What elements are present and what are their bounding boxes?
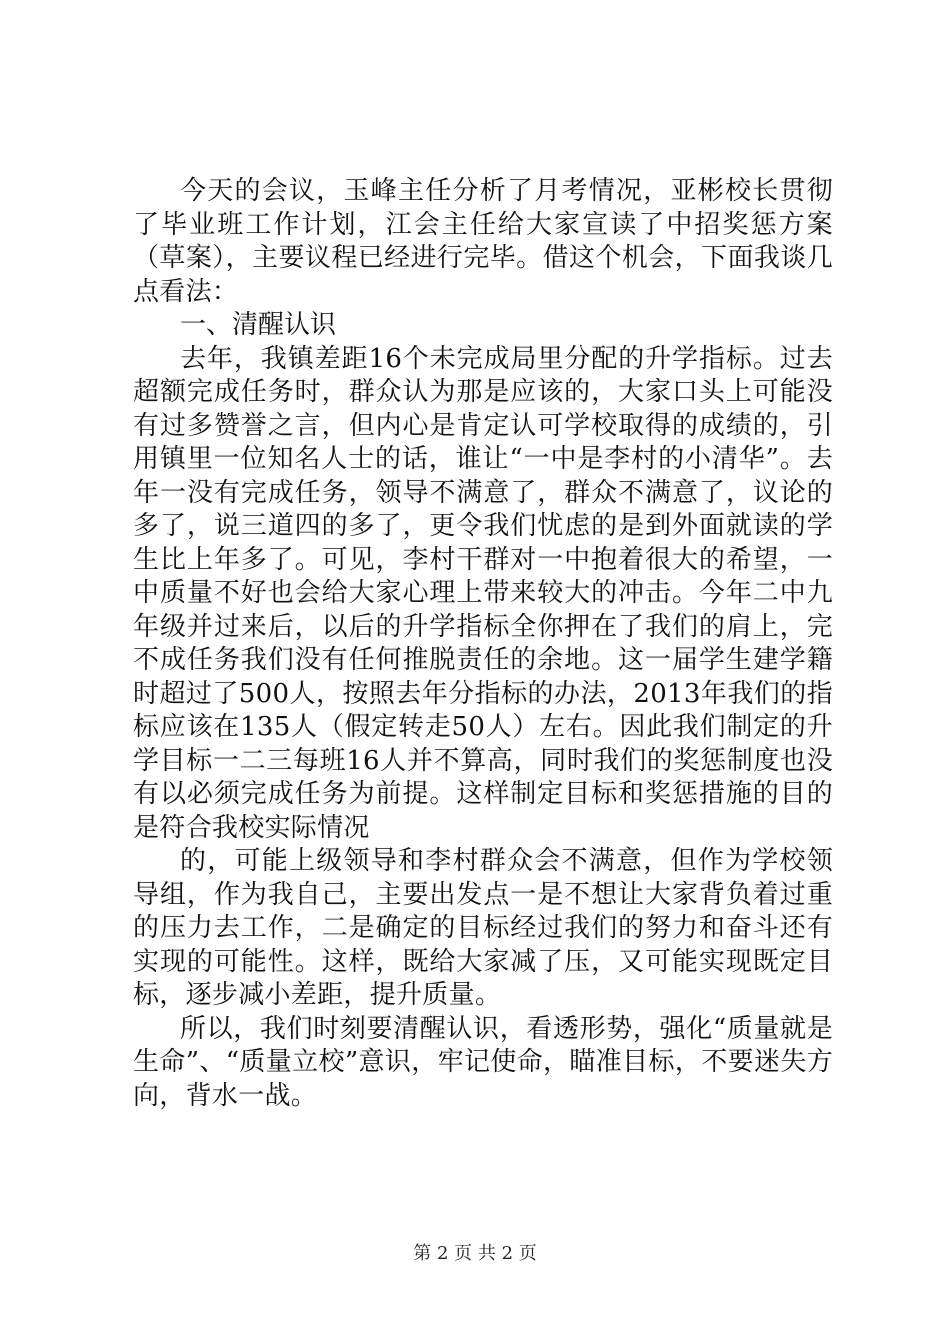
paragraph-conclusion: 所以，我们时刻要清醒认识，看透形势，强化“质量就是生命”、“质量立校”意识，牢记使命，瞄准目标，不要迷失方向，背水一战。: [133, 1013, 833, 1111]
document-body: [133, 175, 833, 1113]
paragraph-last-year: 去年，我镇差距16个未完成局里分配的升学指标。过去超额完成任务时，群众认为那是应该的，大家口头上可能没有过多赞誉之言，但内心是肯定认可学校取得的成绩的，引用镇里一位知名人士的话，谁让“一中是李村的小清华”。去年一没有完成任务，领导不满意了，群众不满意了，议论的多了，说三道四的多了，更令我们忧虑的是到外面就读的学生比上年多了。可见，李村干群对一中抱着很大的希望，一中质量不好也会给大家心理上带来较大的冲击。今年二中九年级并过来后，以后的升学指标全你押在了我们的肩上，完不成任务我们没有任何推脱责任的余地。这一届学生建学籍时超过了500人，按照去年分指标的办法，2013年我们的指标应该在135人（假定转走50人）左右。因此我们制定的升学目标一二三每班16人并不算高，同时我们的奖惩制度也没有以必须完成任务为前提。这样制定目标和奖惩措施的目的是符合我校实际情况: [133, 343, 833, 843]
paragraph-intro: 今天的会议，玉峰主任分析了月考情况，亚彬校长贯彻了毕业班工作计划，江会主任给大家宣读了中招奖惩方案（草案），主要议程已经进行完毕。借这个机会，下面我谈几点看法：: [133, 176, 833, 307]
paragraph-continuation: 的，可能上级领导和李村群众会不满意，但作为学校领导组，作为我自己，主要出发点一是不想让大家背负着过重的压力去工作，二是确定的目标经过我们的努力和奋斗还有实现的可能性。这样，既给大家减了压，又可能实现既定目标，逐步减小差距，提升质量。: [133, 846, 833, 1010]
section-heading: 一、清醒认识: [180, 310, 337, 340]
page-footer: 第 2 页 共 2 页: [413, 1243, 537, 1264]
